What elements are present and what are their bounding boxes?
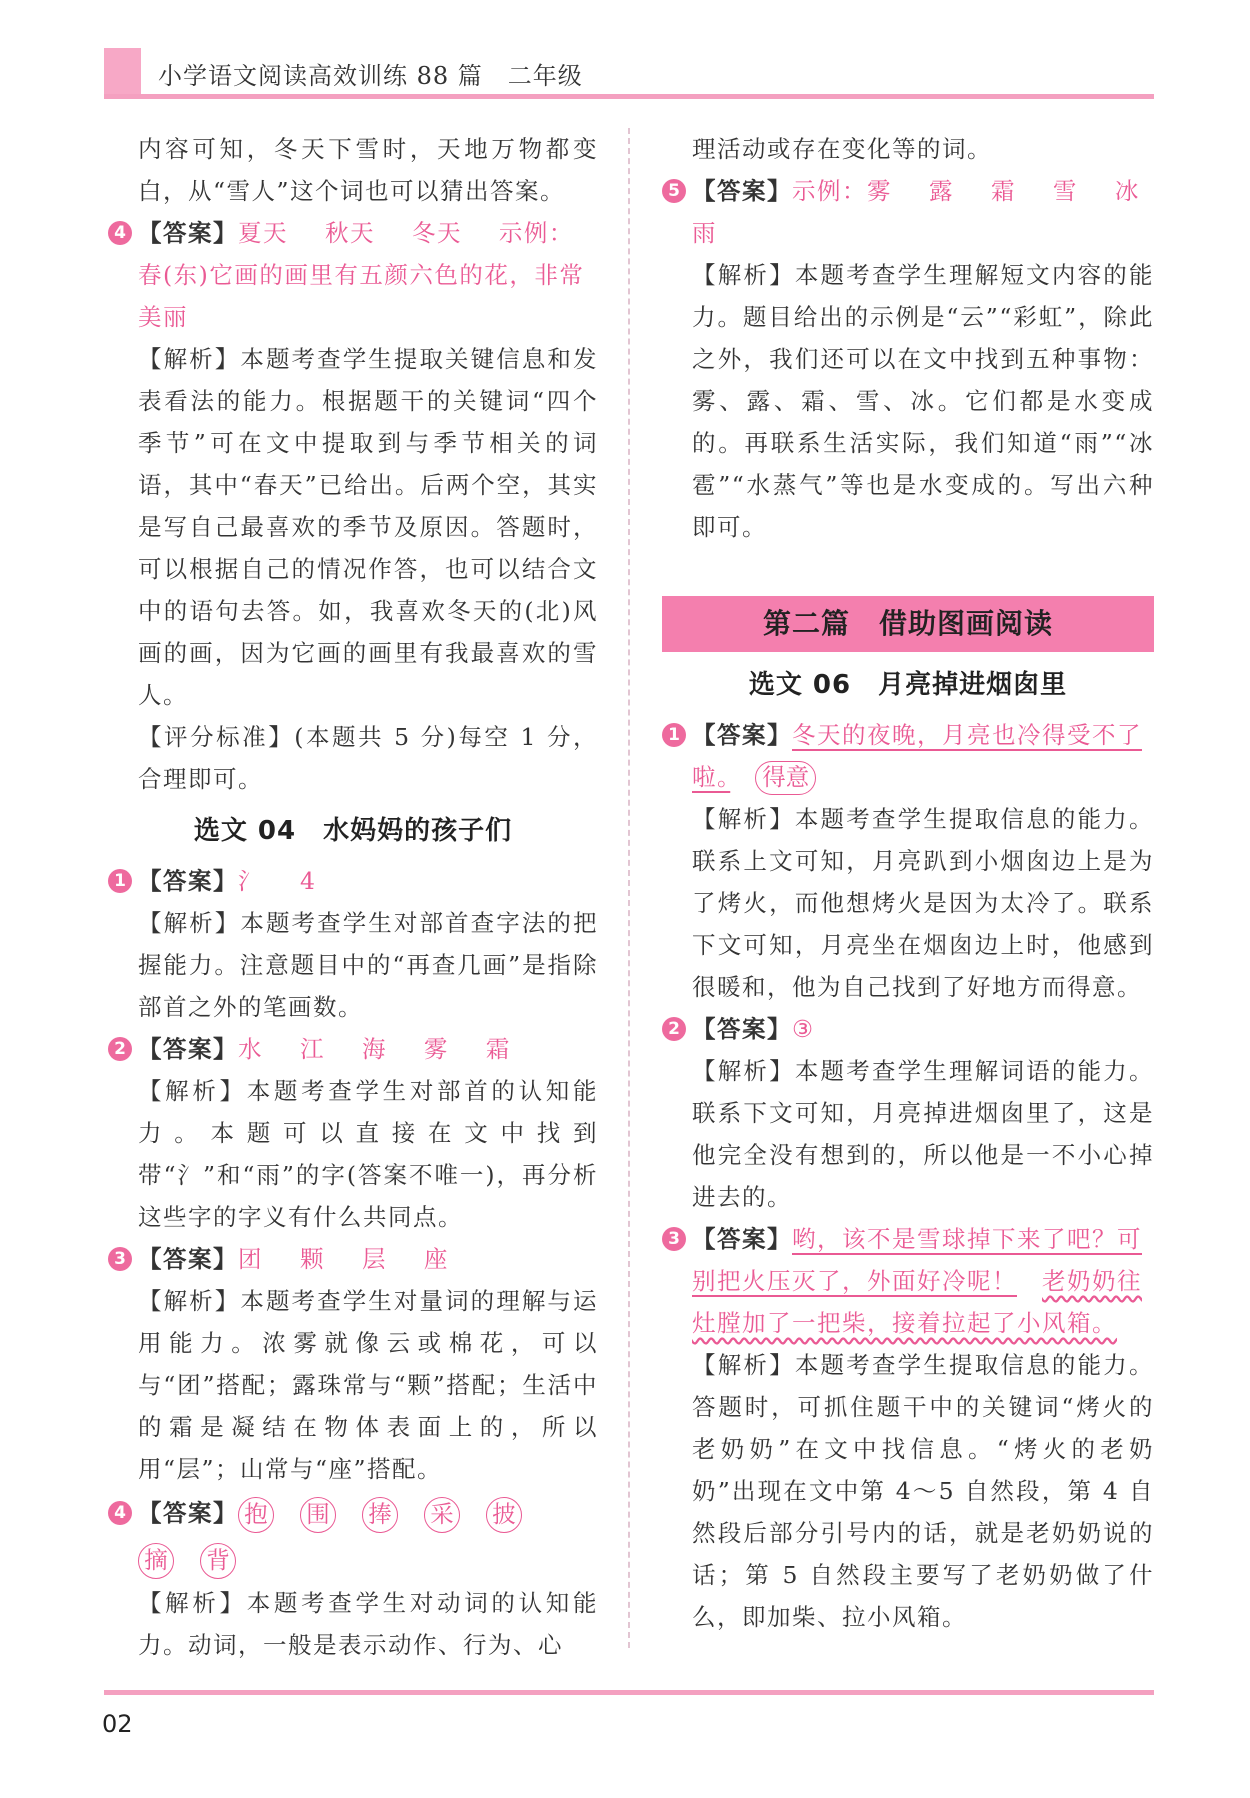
question-2-answer <box>662 1008 1154 1050</box>
answer-text: 氵 4 <box>238 867 317 895</box>
answer-text: 团 颗 层 座 <box>238 1245 449 1273</box>
answer-tag: 【答案】 <box>692 1225 792 1253</box>
column-divider <box>628 128 630 1648</box>
answer-text: ③ <box>792 1015 815 1043</box>
section-title: 选文 04 水妈妈的孩子们 <box>193 816 513 846</box>
question-number-badge: 4 <box>108 221 132 245</box>
underlined-answer: 冬天的夜晚，月亮也冷得受不了啦。 <box>692 721 1142 791</box>
question-4-answer <box>108 212 598 338</box>
question-3-answer <box>662 1218 1154 1344</box>
question-number-badge: 3 <box>662 1227 686 1251</box>
question-number-badge: 1 <box>108 869 132 893</box>
header-color-block <box>104 48 141 94</box>
scoring-standard: 【评分标准】(本题共 5 分)每空 1 分，合理即可。 <box>138 723 598 793</box>
book-title: 小学语文阅读高效训练 88 篇 二年级 <box>158 62 583 90</box>
page-number: 02 <box>102 1710 133 1738</box>
answer-tag: 【答案】 <box>138 867 238 895</box>
part-banner: 第二篇 借助图画阅读 <box>662 596 1154 652</box>
analysis-text: 【解析】本题考查学生提取关键信息和发表看法的能力。根据题干的关键词“四个季节”可在文中提取到与季节相关的词语，其中“春天”已给出。后两个空，其实是写自己最喜欢的季节及原因。答题时，可以根据自己的情况作答，也可以结合文中的语句去答。如，我喜欢冬天的(北)风画的画，因为它画的画里有我最喜欢的雪人。 <box>138 345 598 709</box>
left-column <box>108 128 598 1666</box>
question-5-answer <box>662 170 1154 254</box>
underlined-answer: 哟，该不是雪球掉下来了吧？可别把火压灭了，外面好冷呢！ <box>692 1225 1142 1295</box>
answer-tag: 【答案】 <box>692 177 792 205</box>
question-number-badge: 3 <box>108 1247 132 1271</box>
circled-answer: 围 <box>300 1497 336 1533</box>
circled-answer: 背 <box>200 1543 236 1579</box>
analysis-text: 【解析】本题考查学生对部首的认知能力。本题可以直接在文中找到带“氵”和“雨”的字(答案不唯一)，再分析这些字的字义有什么共同点。 <box>138 1077 598 1231</box>
circled-answer: 捧 <box>362 1497 398 1533</box>
answer-text: 夏天 秋天 冬天 示例：春(东)它画的画里有五颜六色的花，非常美丽 <box>138 219 585 331</box>
page-header <box>104 48 1154 100</box>
answer-tag: 【答案】 <box>138 1035 238 1063</box>
continued-text: 理活动或存在变化等的词。 <box>692 135 992 163</box>
answer-text: 水 江 海 雾 霜 <box>238 1035 511 1063</box>
answer-tag: 【答案】 <box>138 1499 238 1527</box>
analysis-text: 【解析】本题考查学生对部首查字法的把握能力。注意题目中的“再查几画”是指除部首之外的笔画数。 <box>138 909 598 1021</box>
question-number-badge: 2 <box>108 1037 132 1061</box>
header-rule <box>104 94 1154 99</box>
wavy-underlined-answer: 老奶奶往灶膛加了一把柴，接着拉起了小风箱。 <box>692 1267 1142 1337</box>
question-4-verbs-answer <box>108 1490 598 1582</box>
answer-text: 示例：雾 露 霜 雪 冰 雨 <box>692 177 1140 247</box>
question-number-badge: 4 <box>108 1501 132 1525</box>
question-1-answer <box>662 714 1154 798</box>
analysis-text: 【解析】本题考查学生提取信息的能力。答题时，可抓住题干中的关键词“烤火的老奶奶”在文中找信息。“烤火的老奶奶”出现在文中第 4～5 自然段，第 4 自然段后部分引号内的话，就是老奶奶说的话；第 5 自然段主要写了老奶奶做了什么，即加柴、拉小风箱。 <box>692 1351 1154 1631</box>
question-number-badge: 1 <box>662 723 686 747</box>
circled-answer: 摘 <box>138 1543 174 1579</box>
circled-answer: 采 <box>424 1497 460 1533</box>
question-3-answer <box>108 1238 598 1280</box>
circled-answer: 得意 <box>755 761 816 795</box>
question-1-answer <box>108 860 598 902</box>
analysis-text: 【解析】本题考查学生对动词的认知能力。动词，一般是表示动作、行为、心 <box>138 1589 598 1659</box>
question-number-badge: 5 <box>662 179 686 203</box>
answer-tag: 【答案】 <box>692 721 792 749</box>
answer-tag: 【答案】 <box>138 1245 238 1273</box>
footer-rule <box>104 1690 1154 1695</box>
continued-text: 内容可知，冬天下雪时，天地万物都变白，从“雪人”这个词也可以猜出答案。 <box>138 135 598 205</box>
analysis-text: 【解析】本题考查学生提取信息的能力。联系上文可知，月亮趴到小烟囱边上是为了烤火，而他想烤火是因为太冷了。联系下文可知，月亮坐在烟囱边上时，他感到很暖和，他为自己找到了好地方而得意。 <box>692 805 1154 1001</box>
question-2-answer <box>108 1028 598 1070</box>
circled-answer: 抱 <box>238 1497 274 1533</box>
circled-answer: 披 <box>486 1497 522 1533</box>
analysis-text: 【解析】本题考查学生理解词语的能力。联系下文可知，月亮掉进烟囱里了，这是他完全没有想到的，所以他是一不小心掉进去的。 <box>692 1057 1154 1211</box>
answer-tag: 【答案】 <box>138 219 238 247</box>
question-number-badge: 2 <box>662 1017 686 1041</box>
right-column <box>662 128 1154 1638</box>
analysis-text: 【解析】本题考查学生理解短文内容的能力。题目给出的示例是“云”“彩虹”，除此之外，我们还可以在文中找到五种事物：雾、露、霜、雪、冰。它们都是水变成的。再联系生活实际，我们知道“雨”“冰雹”“水蒸气”等也是水变成的。写出六种即可。 <box>692 261 1154 541</box>
analysis-text: 【解析】本题考查学生对量词的理解与运用能力。浓雾就像云或棉花，可以与“团”搭配；露珠常与“颗”搭配；生活中的霜是凝结在物体表面上的，所以用“层”；山常与“座”搭配。 <box>138 1287 598 1483</box>
answer-tag: 【答案】 <box>692 1015 792 1043</box>
section-title: 选文 06 月亮掉进烟囱里 <box>748 670 1068 700</box>
